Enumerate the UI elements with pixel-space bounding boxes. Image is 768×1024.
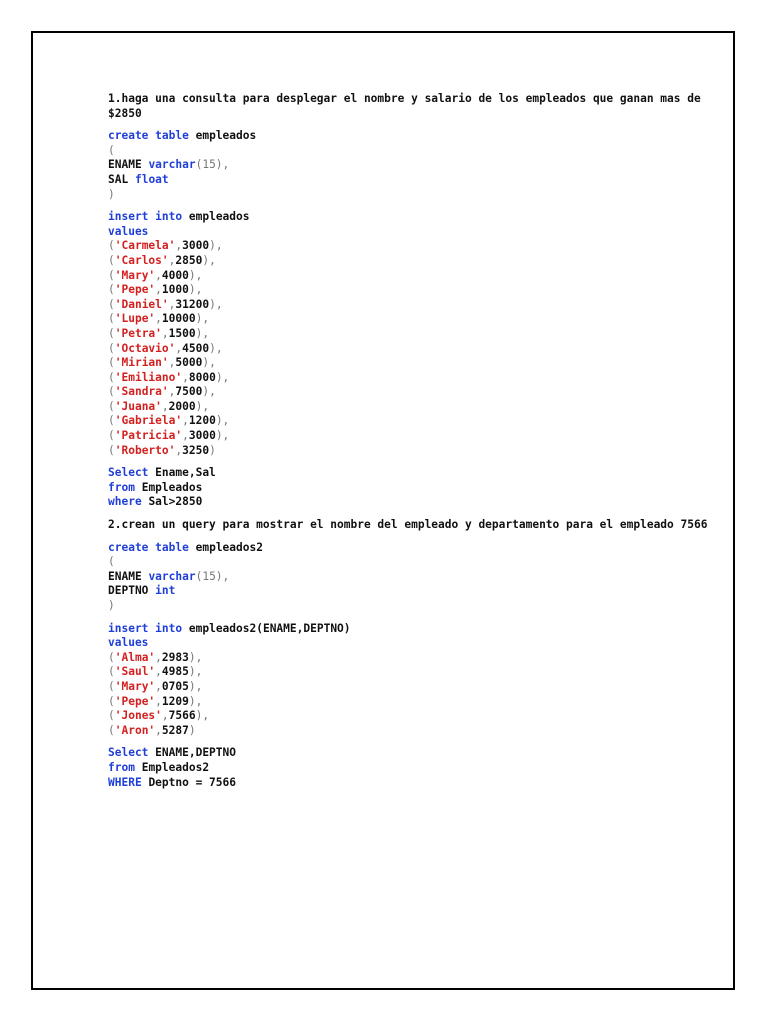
row-close: ) [188,723,196,737]
row-name-string: 'Carmela' [114,239,176,253]
row-open-paren: ( [108,370,115,384]
row-close: ), [188,268,203,282]
open-paren: ( [108,143,115,157]
q1-select-line [108,466,708,481]
row-close: ), [202,253,216,267]
row-close: ), [188,694,203,708]
row-number-value: 2850 [175,253,203,267]
select-columns: ENAME,DEPTNO [155,746,236,760]
table-name: empleados2 [195,540,263,554]
row-open-paren: ( [108,414,115,428]
document-page [31,31,735,990]
keyword-values: values [108,636,149,650]
row-open-paren: ( [108,429,115,443]
row-open-paren: ( [108,356,115,370]
row-number-value: 5287 [161,723,189,737]
keyword-insert: insert [108,210,149,224]
keyword-table: table [155,129,189,143]
column-args: (15), [195,158,230,172]
table-name: empleados [188,210,250,224]
close-paren: ) [108,599,115,612]
row-close: ), [188,665,203,679]
row-open-paren: ( [108,399,115,413]
values-row [108,665,708,680]
values-row [108,429,708,444]
row-comma: , [155,268,162,282]
values-row [108,327,708,342]
row-open-paren: ( [108,239,115,253]
row-number-value: 7566 [168,709,196,723]
row-comma: , [168,356,176,370]
row-close: ) [209,443,216,457]
row-comma: , [175,443,183,457]
row-number-value: 7500 [175,385,203,399]
where-condition: Deptno = 7566 [148,775,236,789]
select-columns: Ename,Sal [155,466,216,480]
row-name-string: 'Saul' [114,665,156,679]
row-name-string: 'Jones' [114,709,162,723]
from-table: Empleados [141,480,203,494]
document-content [108,92,708,790]
q1-where-line [108,495,708,510]
column-name: ENAME [108,569,142,583]
row-comma: , [175,239,183,253]
q2-select-line [108,746,708,761]
row-comma: , [168,253,176,267]
q1-column-2 [108,173,708,188]
row-open-paren: ( [108,341,115,355]
q1-insert-line [108,210,708,225]
row-number-value: 1200 [188,414,216,428]
q1-column-1 [108,158,708,173]
values-row [108,312,708,327]
row-close: ), [195,709,210,723]
values-row [108,298,708,313]
row-name-string: 'Mary' [114,268,156,282]
row-open-paren: ( [108,679,115,693]
close-paren: ) [108,187,115,201]
column-name: SAL [108,172,129,186]
row-number-value: 1209 [161,694,189,708]
row-comma: , [161,326,169,340]
row-name-string: 'Aron' [114,723,156,737]
q2-column-1 [108,570,708,585]
row-name-string: 'Patricia' [114,429,183,443]
values-row [108,269,708,284]
open-paren: ( [108,555,115,569]
row-comma: , [155,650,162,664]
keyword-create: create [108,540,149,554]
row-comma: , [155,665,162,679]
column-type: int [155,584,176,598]
column-args: (15), [195,569,230,583]
q1-values-list [108,239,708,458]
values-row [108,342,708,357]
keyword-where: WHERE [108,775,142,789]
row-number-value: 1000 [161,283,189,297]
row-open-paren: ( [108,650,115,664]
row-open-paren: ( [108,723,115,737]
row-name-string: 'Mirian' [114,356,169,370]
row-close: ), [195,312,210,326]
q2-from-line [108,761,708,776]
q2-create-line [108,541,708,556]
column-type: varchar [148,569,196,583]
row-name-string: 'Daniel' [114,297,169,311]
row-name-string: 'Petra' [114,326,162,340]
row-name-string: 'Sandra' [114,385,169,399]
values-row [108,371,708,386]
table-name: empleados2(ENAME,DEPTNO) [188,621,351,635]
row-close: ), [195,399,210,413]
values-row [108,444,708,459]
row-comma: , [155,723,162,737]
row-comma: , [155,679,162,693]
row-name-string: 'Alma' [114,650,156,664]
q1-create-line [108,129,708,144]
row-open-paren: ( [108,665,115,679]
row-close: ), [215,429,230,443]
keyword-into: into [155,210,183,224]
row-number-value: 4500 [182,341,210,355]
row-number-value: 5000 [175,356,203,370]
row-open-paren: ( [108,709,115,723]
values-row [108,651,708,666]
row-close: ), [209,239,223,253]
row-close: ), [215,370,230,384]
q2-where-line [108,776,708,791]
keyword-from: from [108,480,135,494]
row-comma: , [155,283,162,297]
row-open-paren: ( [108,253,115,267]
q2-values-list [108,651,708,739]
row-open-paren: ( [108,283,115,297]
row-number-value: 1500 [168,326,196,340]
row-comma: , [182,370,189,384]
keyword-from: from [108,760,135,774]
row-close: ), [188,650,203,664]
row-comma: , [168,297,176,311]
values-row [108,709,708,724]
row-close: ), [188,283,203,297]
from-table: Empleados2 [141,760,210,774]
row-close: ), [188,679,203,693]
row-comma: , [161,709,169,723]
row-open-paren: ( [108,268,115,282]
row-close: ), [202,385,216,399]
values-row [108,254,708,269]
keyword-into: into [155,621,183,635]
row-number-value: 0705 [161,679,189,693]
row-comma: , [175,341,183,355]
column-type: varchar [148,158,196,172]
row-name-string: 'Lupe' [114,312,156,326]
keyword-values: values [108,224,149,238]
row-number-value: 2983 [161,650,189,664]
row-open-paren: ( [108,326,115,340]
values-row [108,680,708,695]
row-name-string: 'Pepe' [114,694,156,708]
row-close: ), [215,414,230,428]
values-row [108,724,708,739]
row-number-value: 31200 [175,297,210,311]
row-name-string: 'Emiliano' [114,370,183,384]
row-name-string: 'Octavio' [114,341,176,355]
row-comma: , [168,385,176,399]
row-number-value: 2000 [168,399,196,413]
row-close: ), [195,326,210,340]
row-comma: , [155,312,162,326]
row-name-string: 'Carlos' [114,253,169,267]
q1-from-line [108,481,708,496]
row-number-value: 10000 [161,312,196,326]
question-1-text: 1.haga una consulta para desplegar el nombre y salario de los empleados que ganan mas de $2850 [108,92,701,120]
column-type: float [134,172,169,186]
question-2-text: 2.crean un query para mostrar el nombre del empleado y departamento para el empleado 7566 [108,518,708,532]
keyword-insert: insert [108,621,149,635]
row-name-string: 'Mary' [114,679,156,693]
keyword-create: create [108,129,149,143]
row-number-value: 3000 [182,239,210,253]
row-close: ), [202,356,216,370]
row-comma: , [182,414,189,428]
values-row [108,400,708,415]
q2-insert-line [108,622,708,637]
column-name: ENAME [108,158,142,172]
row-comma: , [155,694,162,708]
where-condition: Sal>2850 [148,495,203,509]
row-number-value: 4985 [161,665,189,679]
values-row [108,695,708,710]
row-open-paren: ( [108,385,115,399]
row-close: ), [209,297,223,311]
keyword-table: table [155,540,189,554]
values-row [108,414,708,429]
values-row [108,239,708,254]
row-number-value: 3000 [188,429,216,443]
row-name-string: 'Juana' [114,399,162,413]
values-row [108,385,708,400]
row-name-string: 'Pepe' [114,283,156,297]
row-open-paren: ( [108,297,115,311]
row-number-value: 8000 [188,370,216,384]
keyword-where: where [108,495,142,509]
keyword-select: Select [108,466,149,480]
column-name: DEPTNO [108,584,149,598]
values-row [108,356,708,371]
keyword-select: Select [108,746,149,760]
row-name-string: 'Gabriela' [114,414,183,428]
row-number-value: 4000 [161,268,189,282]
row-comma: , [161,399,169,413]
row-close: ), [209,341,223,355]
table-name: empleados [195,129,257,143]
row-open-paren: ( [108,312,115,326]
row-comma: , [182,429,189,443]
row-open-paren: ( [108,443,115,457]
row-open-paren: ( [108,694,115,708]
row-name-string: 'Roberto' [114,443,176,457]
q2-column-2 [108,584,708,599]
values-row [108,283,708,298]
row-number-value: 3250 [182,443,210,457]
